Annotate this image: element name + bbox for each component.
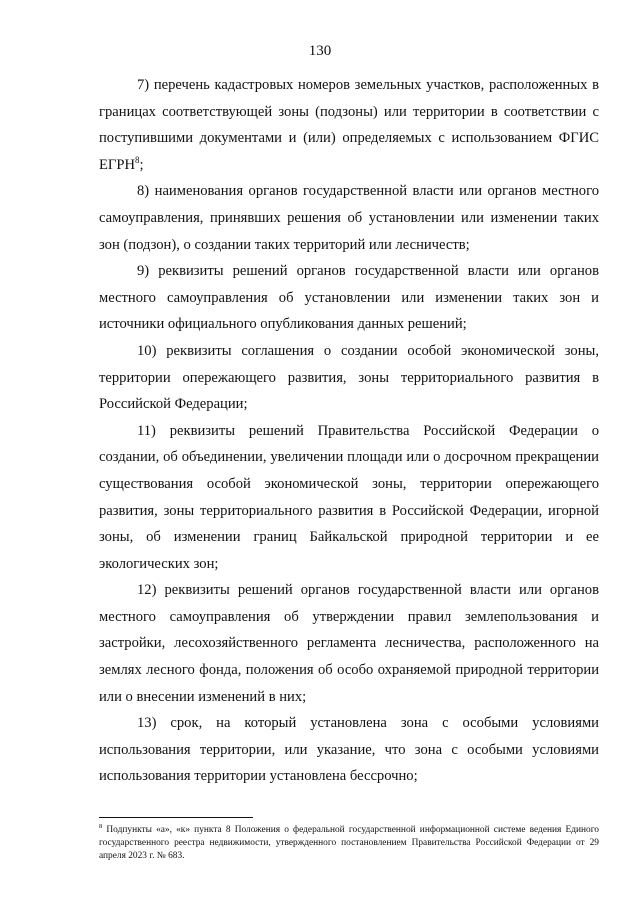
paragraph-text-end: ; xyxy=(139,156,144,173)
page-number: 130 xyxy=(308,43,332,59)
footnote-mark: 8 xyxy=(99,822,103,830)
paragraph-item-8: 8) наименования органов государственной власти или органов местного самоуправления, принявших решения об установлении или изменении таких зон (подзон), о создании таких территорий или лесничеств; xyxy=(99,183,599,253)
footnote-reference[interactable]: 8 xyxy=(135,154,140,165)
footnote-text: Подпункты «а», «к» пункта 8 Положения о федеральной государственной информационной системе ведения Единого государственного реестра недвижимости, утвержденного постановлением Правительства Российской Федерации от 29 апреля 2023 г. № 683. xyxy=(99,825,599,861)
paragraph-item-13: 13) срок, на который установлена зона с особыми условиями использования территории, или указание, что зона с особыми условиями использования территории установлена бессрочно; xyxy=(99,715,599,785)
footnote xyxy=(99,824,599,863)
paragraph-item-11: 11) реквизиты решений Правительства Российской Федерации о создании, об объединении, увеличении площади или о досрочном прекращении существования особой экономической зоны, территории опережающего развития, зоны территориального развития в Российской Федерации, игорной зоны, об изменении границ Байкальской природной территории и ее экологических зон; xyxy=(99,422,599,572)
paragraph-item-9: 9) реквизиты решений органов государственной власти или органов местного самоуправления об установлении или изменении таких зон и источники официального опубликования данных решений; xyxy=(99,263,599,333)
document-body xyxy=(99,72,599,790)
paragraph-item-12: 12) реквизиты решений органов государственной власти или органов местного самоуправления об утверждении правил землепользования и застройки, лесохозяйственного регламента лесничества, расположенного на землях лесного фонда, положения об особо охраняемой природной территории или о внесении изменений в них; xyxy=(99,582,599,705)
paragraph-item-10: 10) реквизиты соглашения о создании особой экономической зоны, территории опережающего развития, зоны территориального развития в Российской Федерации; xyxy=(99,342,599,413)
footnote-divider xyxy=(99,817,253,818)
paragraph-text: 7) перечень кадастровых номеров земельных участков, расположенных в границах соответствующей зоны (подзоны) или территории в соответствии с поступившими документами и (или) определяемых с использованием ФГИС ЕГРН xyxy=(99,77,599,173)
paragraph-item-7 xyxy=(99,72,599,178)
